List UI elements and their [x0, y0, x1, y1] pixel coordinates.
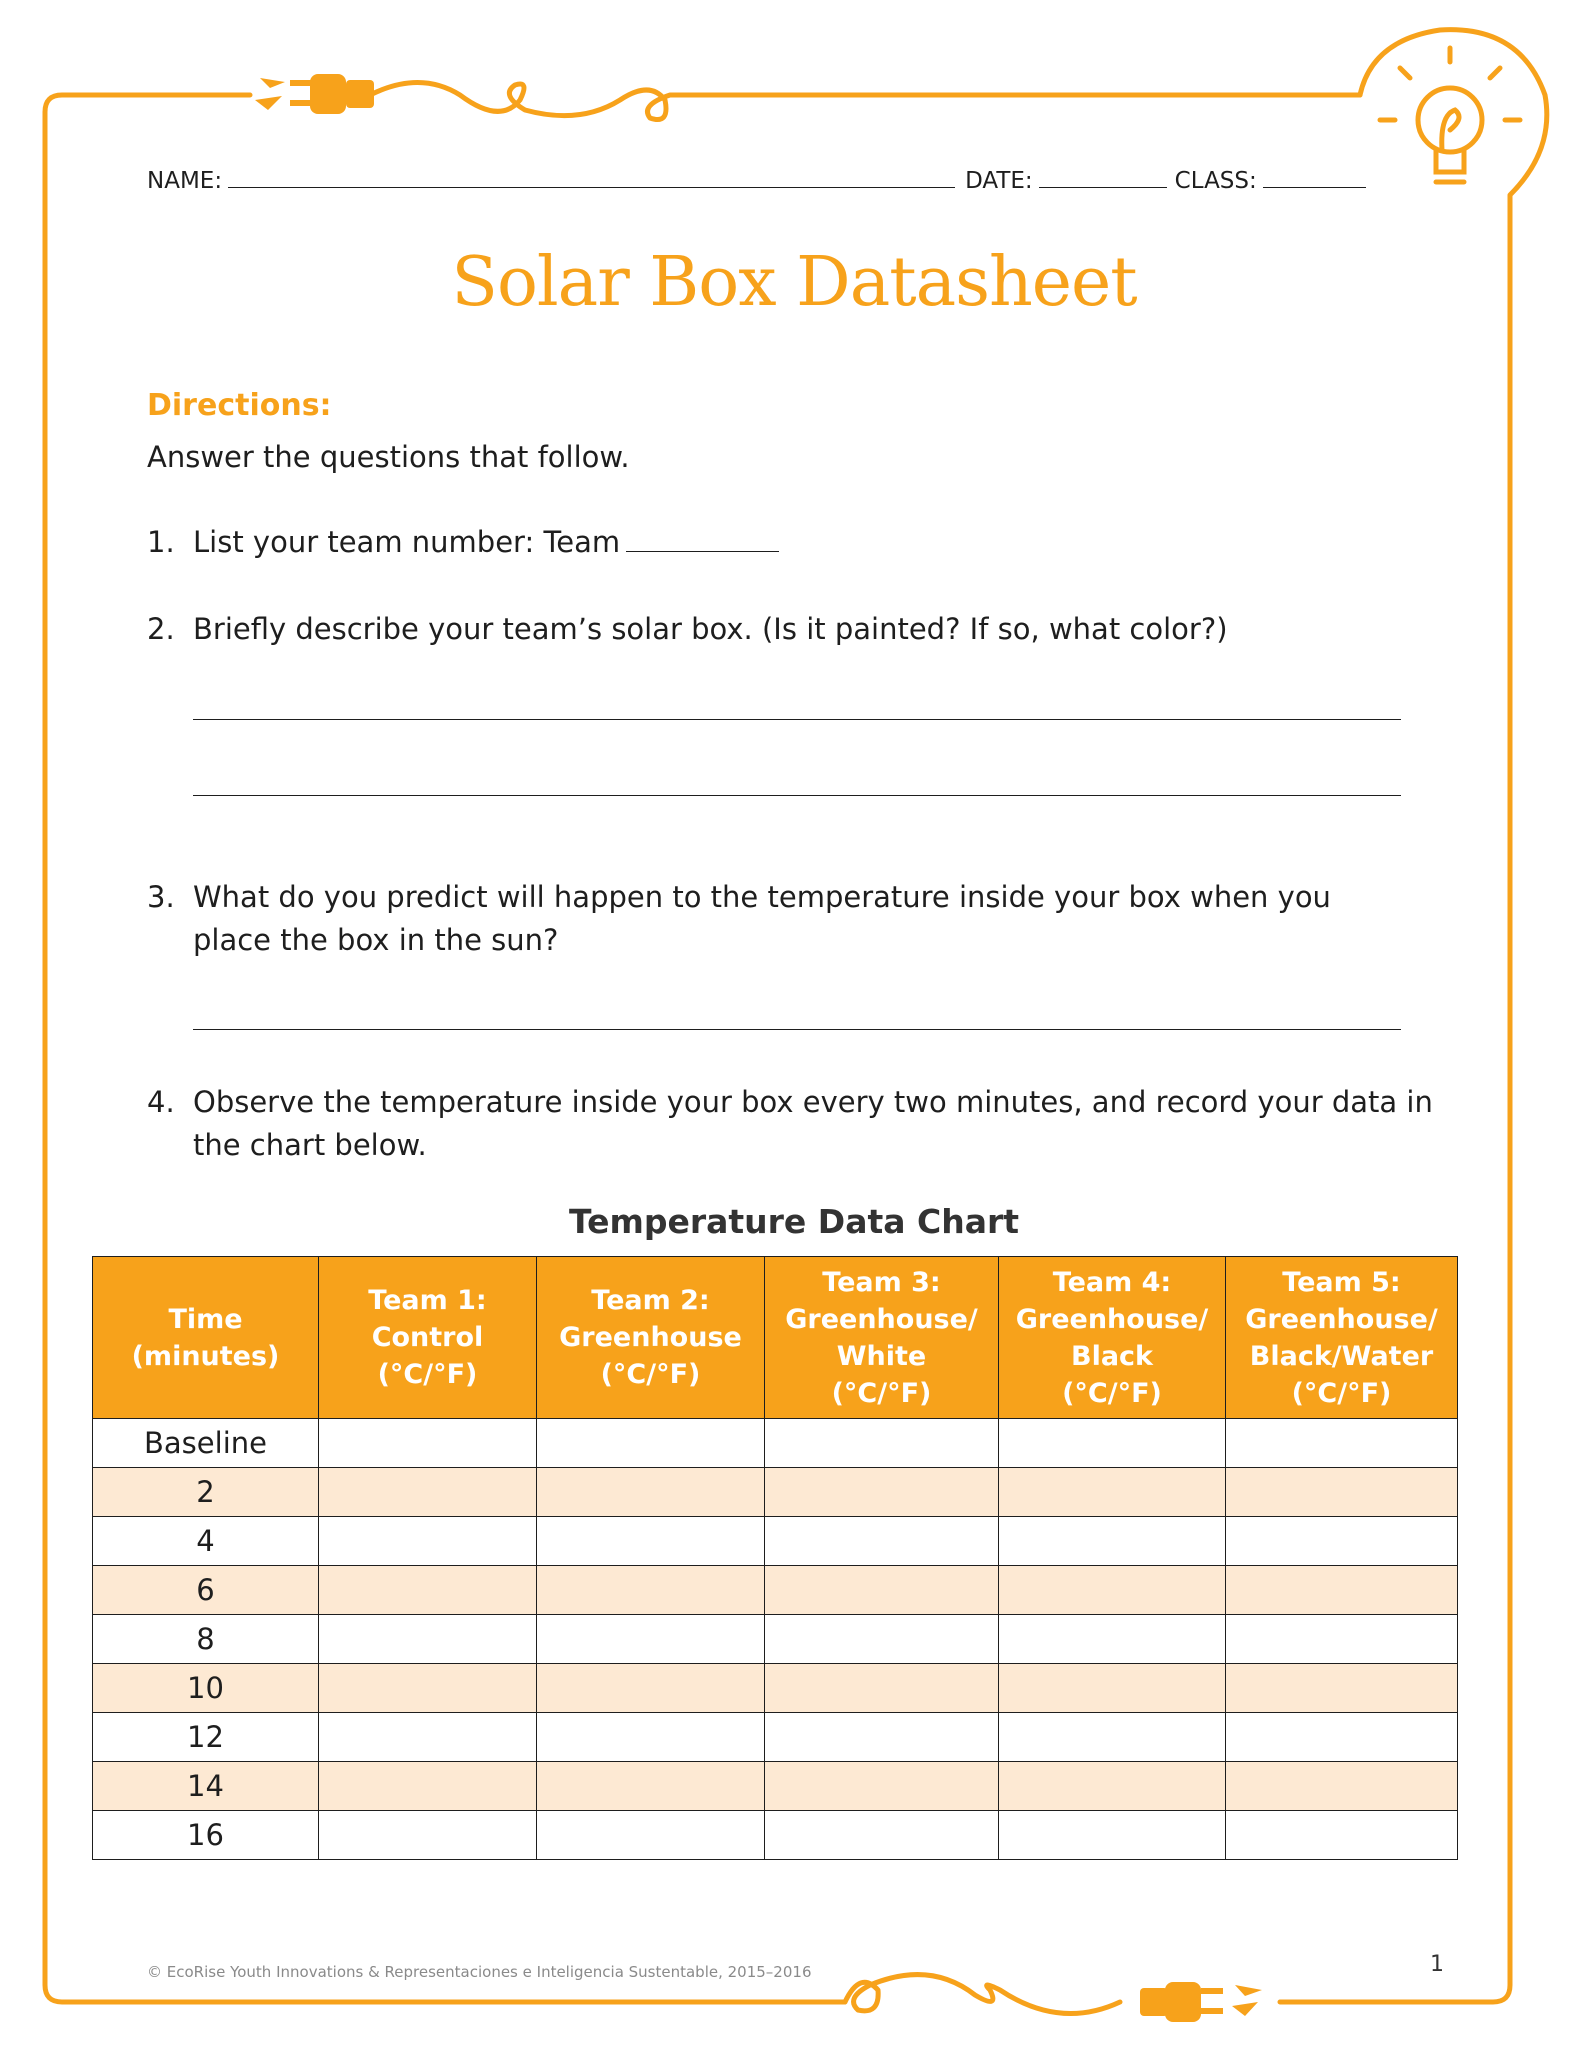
chart-title: Temperature Data Chart	[568, 1202, 1020, 1241]
table-row	[93, 1615, 1458, 1664]
data-cell[interactable]	[999, 1419, 1226, 1468]
data-cell[interactable]	[999, 1517, 1226, 1566]
data-cell[interactable]	[765, 1517, 999, 1566]
question-text: What do you predict will happen to the temperature inside your box when you place the box in the sun?	[193, 880, 1331, 957]
temperature-data-table	[92, 1256, 1458, 1860]
data-cell[interactable]	[1226, 1517, 1458, 1566]
time-cell: 12	[93, 1713, 319, 1762]
question-text: Observe the temperature inside your box every two minutes, and record your data in the chart below.	[193, 1085, 1433, 1162]
time-cell: 4	[93, 1517, 319, 1566]
time-cell: 8	[93, 1615, 319, 1664]
data-cell[interactable]	[999, 1762, 1226, 1811]
header-team-1: Team 1: Control (°C/°F)	[319, 1257, 537, 1419]
data-cell[interactable]	[319, 1811, 537, 1860]
data-cell[interactable]	[537, 1419, 765, 1468]
data-cell[interactable]	[1226, 1468, 1458, 1517]
table-row	[93, 1419, 1458, 1468]
data-cell[interactable]	[319, 1713, 537, 1762]
data-cell[interactable]	[1226, 1615, 1458, 1664]
data-cell[interactable]	[319, 1566, 537, 1615]
lightbulb-icon	[1380, 48, 1520, 182]
table-row	[93, 1811, 1458, 1860]
directions-heading: Directions:	[147, 388, 332, 423]
data-cell[interactable]	[537, 1615, 765, 1664]
data-cell[interactable]	[537, 1517, 765, 1566]
data-cell[interactable]	[765, 1811, 999, 1860]
answer-line[interactable]	[193, 1029, 1401, 1030]
time-cell: 16	[93, 1811, 319, 1860]
date-field[interactable]	[1039, 167, 1167, 188]
question-2	[147, 608, 1453, 651]
page-number: 1	[1430, 1952, 1444, 1977]
name-field[interactable]	[228, 167, 955, 188]
answer-line[interactable]	[193, 795, 1401, 796]
directions-text: Answer the questions that follow.	[147, 440, 630, 474]
question-text: Briefly describe your team’s solar box. (Is it painted? If so, what color?)	[193, 612, 1228, 646]
data-cell[interactable]	[999, 1811, 1226, 1860]
data-cell[interactable]	[537, 1762, 765, 1811]
question-number: 4.	[147, 1085, 175, 1119]
data-cell[interactable]	[319, 1762, 537, 1811]
data-cell[interactable]	[765, 1762, 999, 1811]
data-cell[interactable]	[765, 1419, 999, 1468]
data-cell[interactable]	[765, 1713, 999, 1762]
question-number: 3.	[147, 880, 175, 914]
name-label: NAME:	[147, 168, 223, 194]
question-number: 2.	[147, 612, 175, 646]
question-text: List your team number: Team	[193, 525, 621, 559]
data-cell[interactable]	[999, 1713, 1226, 1762]
table-row	[93, 1566, 1458, 1615]
question-number: 1.	[147, 525, 175, 559]
data-cell[interactable]	[765, 1468, 999, 1517]
header-team-5: Team 5: Greenhouse/ Black/Water (°C/°F)	[1226, 1257, 1458, 1419]
data-cell[interactable]	[999, 1615, 1226, 1664]
header-team-3: Team 3: Greenhouse/ White (°C/°F)	[765, 1257, 999, 1419]
answer-line[interactable]	[193, 719, 1401, 720]
time-cell: Baseline	[93, 1419, 319, 1468]
time-cell: 6	[93, 1566, 319, 1615]
data-cell[interactable]	[319, 1468, 537, 1517]
page-title: Solar Box Datasheet	[451, 243, 1137, 322]
data-cell[interactable]	[765, 1615, 999, 1664]
data-cell[interactable]	[1226, 1811, 1458, 1860]
table-row	[93, 1713, 1458, 1762]
data-cell[interactable]	[319, 1664, 537, 1713]
table-row	[93, 1517, 1458, 1566]
data-cell[interactable]	[765, 1664, 999, 1713]
data-cell[interactable]	[319, 1419, 537, 1468]
data-cell[interactable]	[999, 1468, 1226, 1517]
data-cell[interactable]	[319, 1517, 537, 1566]
data-cell[interactable]	[537, 1664, 765, 1713]
data-cell[interactable]	[1226, 1762, 1458, 1811]
data-cell[interactable]	[1226, 1713, 1458, 1762]
data-cell[interactable]	[537, 1713, 765, 1762]
date-label: DATE:	[965, 168, 1033, 194]
time-cell: 14	[93, 1762, 319, 1811]
table-row	[93, 1762, 1458, 1811]
plug-icon	[255, 74, 374, 114]
data-cell[interactable]	[319, 1615, 537, 1664]
time-cell: 10	[93, 1664, 319, 1713]
copyright-footer: © EcoRise Youth Innovations & Representaciones e Inteligencia Sustentable, 2015–2016	[147, 1963, 812, 1981]
data-cell[interactable]	[537, 1811, 765, 1860]
data-cell[interactable]	[1226, 1566, 1458, 1615]
table-header-row	[93, 1257, 1458, 1419]
data-cell[interactable]	[537, 1468, 765, 1517]
header-team-2: Team 2: Greenhouse (°C/°F)	[537, 1257, 765, 1419]
time-cell: 2	[93, 1468, 319, 1517]
data-cell[interactable]	[537, 1566, 765, 1615]
class-label: CLASS:	[1174, 168, 1257, 194]
question-1	[147, 521, 1453, 564]
team-number-field[interactable]	[626, 523, 779, 552]
data-cell[interactable]	[1226, 1664, 1458, 1713]
data-cell[interactable]	[999, 1664, 1226, 1713]
data-cell[interactable]	[765, 1566, 999, 1615]
table-row	[93, 1468, 1458, 1517]
question-4	[147, 1081, 1463, 1167]
data-cell[interactable]	[1226, 1419, 1458, 1468]
class-field[interactable]	[1263, 167, 1366, 188]
table-row	[93, 1664, 1458, 1713]
header-time: Time (minutes)	[93, 1257, 319, 1419]
data-cell[interactable]	[999, 1566, 1226, 1615]
question-3	[147, 876, 1393, 962]
student-info-row	[147, 167, 1382, 194]
plug-icon	[1140, 1982, 1262, 2022]
header-team-4: Team 4: Greenhouse/ Black (°C/°F)	[999, 1257, 1226, 1419]
